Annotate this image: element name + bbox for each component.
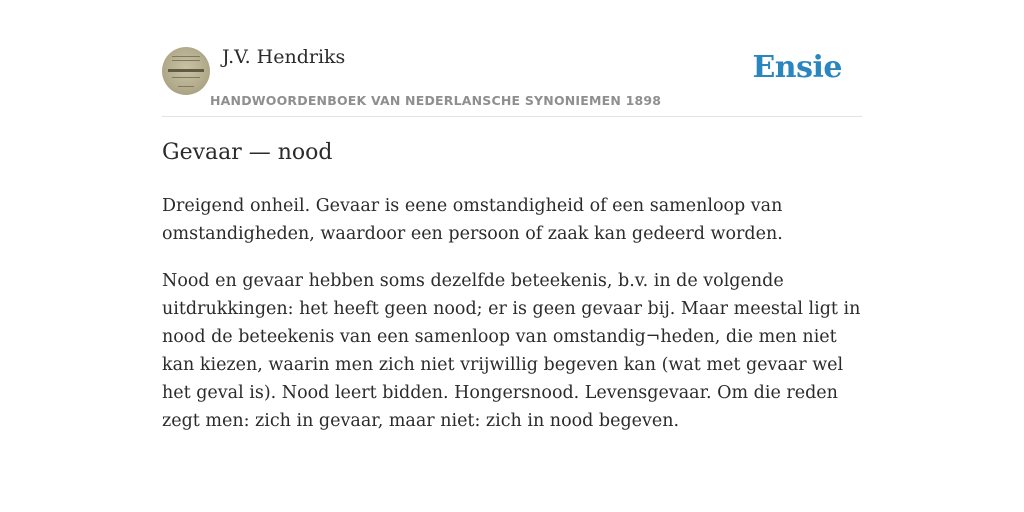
entry-paragraph: Dreigend onheil. Gevaar is eene omstandigheid of een samenloop van omstandigheden, waardoor een persoon of zaak kan gedeerd worden.: [162, 196, 783, 244]
entry-body: [162, 192, 862, 454]
entry-paragraph: Nood en gevaar hebben soms dezelfde beteekenis, b.v. in de volgende uitdrukkingen: het heeft geen nood; er is geen gevaar bij. Maar meestal ligt in nood de beteekenis van een samenloop van omstandig¬heden, die men niet kan kiezen, waarin men zich niet vrijwillig begeven kan (wat met gevaar wel het geval is). Nood leert bidden. Hongersnood. Levensgevaar. Om die reden zegt men: zich in gevaar, maar niet: zich in nood begeven.: [162, 271, 861, 431]
source-title[interactable]: HANDWOORDENBOEK VAN NEDERLANSCHE SYNONIEMEN 1898: [210, 93, 662, 108]
book-cover-thumbnail-icon[interactable]: [162, 47, 210, 95]
brand-logo[interactable]: Ensie: [752, 50, 842, 85]
entry-title: Gevaar — nood: [162, 140, 333, 165]
header: [162, 40, 862, 117]
author-name[interactable]: J.V. Hendriks: [222, 46, 346, 68]
